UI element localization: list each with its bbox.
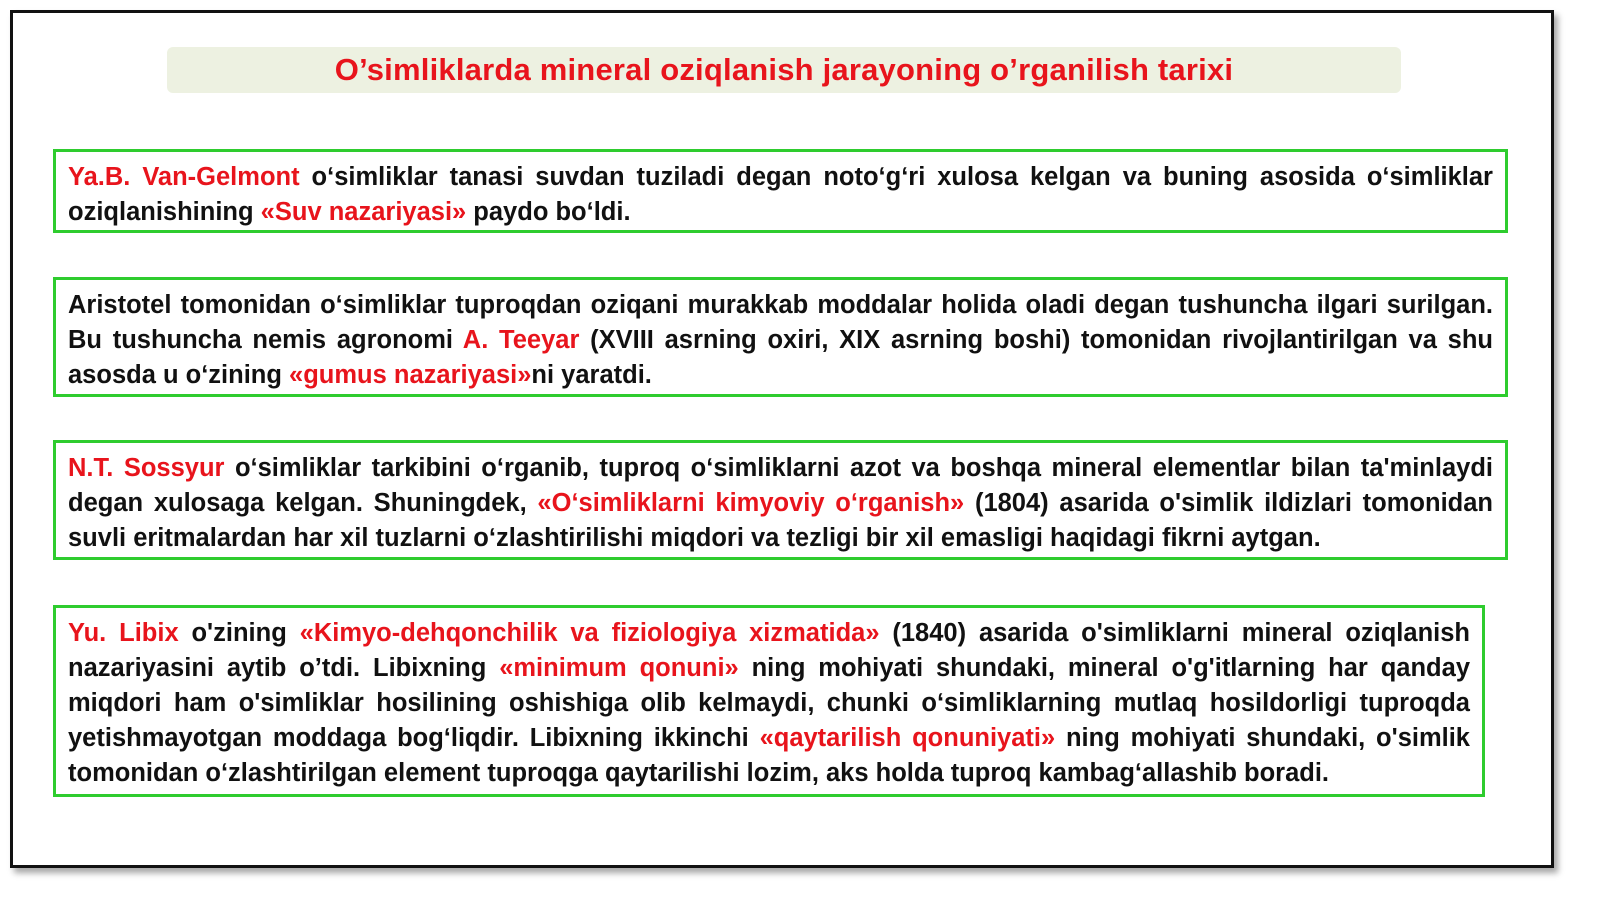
body-text: paydo boʻldi.: [466, 198, 631, 226]
highlighted-term: A. Teeyar: [462, 326, 580, 354]
body-text: oʻsimliklar tarkibini oʻrganib, tuproq oʻsimliklarni azot va boshqa mineral elementlar bilan ta'minlaydi degan xulosaga kelgan. Shuningdek,: [68, 454, 1493, 517]
history-block-van-gelmont: [53, 149, 1508, 233]
body-text: oʻsimliklar tanasi suvdan tuziladi degan notoʻgʻri xulosa kelgan va buning asosida oʻsimliklar oziqlanishining: [68, 163, 1493, 226]
title-banner: [167, 47, 1401, 93]
body-text: (XVIII asrning oxiri, XIX asrning boshi) tomonidan rivojlantirilgan va shu asosda u oʻzining: [68, 326, 1493, 389]
highlighted-term: N.T. Sossyur: [68, 454, 225, 482]
highlighted-term: «minimum qonuni»: [499, 654, 739, 682]
history-block-sossyur: [53, 440, 1508, 560]
highlighted-term: Ya.B. Van-Gelmont: [68, 163, 300, 191]
highlighted-term: Yu. Libix: [68, 619, 179, 647]
history-block-libix: [53, 605, 1485, 797]
body-text: Aristotel tomonidan oʻsimliklar tuproqdan oziqani murakkab moddalar holida oladi degan tushuncha ilgari surilgan. Bu tushuncha nemis agronomi: [68, 291, 1493, 354]
body-text: (1840) asarida o'simliklarni mineral oziqlanish nazariyasini aytib o’tdi. Libixning: [68, 619, 1470, 682]
highlighted-term: «qaytarilish qonuniyati»: [759, 724, 1056, 752]
body-text: ning mohiyati shundaki, o'simlik tomonidan oʻzlashtirilgan element tuproqga qaytarilishi lozim, aks holda tuproq kambagʻallashib boradi.: [68, 724, 1470, 787]
body-text: o'zining: [178, 619, 300, 647]
body-text: ning mohiyati shundaki, mineral o'g'itlarning har qanday miqdori ham o'simliklar hosilining oshishiga olib kelmaydi, chunki oʻsimliklarning mutlaq hosildorligi tuproqda yetishmayotgan moddaga bogʻliqdir. Libixning ikkinchi: [68, 654, 1470, 752]
highlighted-term: «Oʻsimliklarni kimyoviy oʻrganish»: [537, 489, 965, 517]
body-text: ni yaratdi.: [531, 361, 652, 389]
highlighted-term: «Kimyo-dehqonchilik va fiziologiya xizmatida»: [299, 619, 880, 647]
highlighted-term: «gumus nazariyasi»: [289, 361, 532, 389]
history-block-aristotel-teeyar: [53, 277, 1508, 397]
body-text: (1804) asarida o'simlik ildizlari tomonidan suvli eritmalardan har xil tuzlarni oʻzlashtirilishi miqdori va tezligi bir xil emasligi haqidagi fikrni aytgan.: [68, 489, 1493, 552]
highlighted-term: «Suv nazariyasi»: [260, 198, 467, 226]
page-title: O’simliklarda mineral oziqlanish jarayoning o’rganilish tarixi: [334, 52, 1234, 87]
